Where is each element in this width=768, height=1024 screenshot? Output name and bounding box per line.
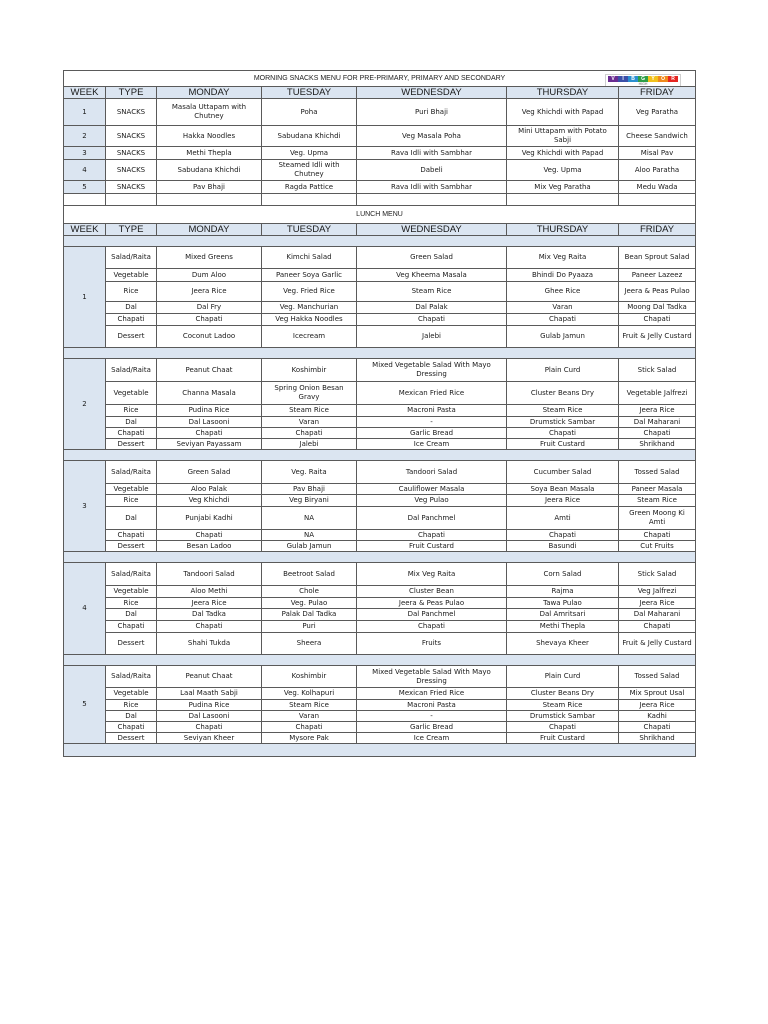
- menu-cell: Dum Aloo: [157, 269, 262, 282]
- lunch-title: LUNCH MENU: [64, 206, 696, 224]
- menu-cell: Jalebi: [357, 326, 507, 348]
- snacks-row: [64, 147, 696, 160]
- meal-type: Dal: [106, 711, 157, 722]
- menu-cell: Peanut Chaat: [157, 359, 262, 382]
- menu-cell: Stick Salad: [619, 563, 696, 586]
- lunch-row: [64, 359, 696, 382]
- menu-cell: Veg Kheema Masala: [357, 269, 507, 282]
- meal-type: Dal: [106, 417, 157, 428]
- menu-cell: Jeera Rice: [157, 282, 262, 302]
- logo-letter: O: [658, 76, 668, 82]
- menu-cell: Rava Idli with Sambhar: [357, 181, 507, 194]
- meal-type: Chapati: [106, 722, 157, 733]
- menu-cell: Cluster Bean: [357, 586, 507, 598]
- week-divider: [64, 655, 696, 666]
- menu-cell: -: [357, 711, 507, 722]
- snacks-title-text: MORNING SNACKS MENU FOR PRE-PRIMARY, PRIMARY AND SECONDARY: [253, 75, 506, 82]
- menu-cell: Jeera Rice: [619, 700, 696, 711]
- menu-cell: Chapati: [157, 314, 262, 326]
- menu-cell: Dal Fry: [157, 302, 262, 314]
- meal-type: Dal: [106, 609, 157, 621]
- menu-cell: Chapati: [619, 621, 696, 633]
- menu-sheet: [63, 70, 695, 757]
- menu-cell: Peanut Chaat: [157, 666, 262, 688]
- lunch-row: [64, 530, 696, 541]
- meal-type: Dal: [106, 507, 157, 530]
- menu-cell: Pav Bhaji: [262, 484, 357, 495]
- menu-cell: Plain Curd: [507, 359, 619, 382]
- menu-cell: Macroni Pasta: [357, 405, 507, 417]
- menu-cell: Veg Khichdi with Papad: [507, 147, 619, 160]
- menu-cell: Corn Salad: [507, 563, 619, 586]
- menu-table: [63, 70, 696, 757]
- lunch-row: [64, 609, 696, 621]
- menu-cell: Macroni Pasta: [357, 700, 507, 711]
- menu-cell: Vegetable Jalfrezi: [619, 382, 696, 405]
- menu-cell: Sheera: [262, 633, 357, 655]
- menu-cell: Veg Hakka Noodles: [262, 314, 357, 326]
- meal-type: Chapati: [106, 428, 157, 439]
- lunch-row: [64, 621, 696, 633]
- snacks-column-header: MONDAY: [157, 87, 262, 99]
- lunch-row: [64, 439, 696, 450]
- menu-cell: Jeera & Peas Pulao: [619, 282, 696, 302]
- menu-cell: Tossed Salad: [619, 461, 696, 484]
- meal-type: Rice: [106, 405, 157, 417]
- lunch-row: [64, 633, 696, 655]
- menu-cell: Bhindi Do Pyaaza: [507, 269, 619, 282]
- menu-cell: Chapati: [507, 722, 619, 733]
- menu-cell: Shevaya Kheer: [507, 633, 619, 655]
- menu-cell: Fruit Custard: [357, 541, 507, 552]
- menu-cell: Dal Lasooni: [157, 417, 262, 428]
- meal-type: Salad/Raita: [106, 247, 157, 269]
- menu-cell: Jeera Rice: [157, 598, 262, 609]
- menu-cell: Drumstick Sambar: [507, 417, 619, 428]
- menu-cell: Hakka Noodles: [157, 126, 262, 147]
- menu-cell: Green Moong Ki Amti: [619, 507, 696, 530]
- menu-cell: Puri Bhaji: [357, 99, 507, 126]
- week-divider: [64, 552, 696, 563]
- menu-cell: Mixed Greens: [157, 247, 262, 269]
- menu-cell: Chapati: [619, 428, 696, 439]
- snacks-column-header: FRIDAY: [619, 87, 696, 99]
- menu-cell: Poha: [262, 99, 357, 126]
- menu-cell: NA: [262, 507, 357, 530]
- menu-cell: Veg. Upma: [262, 147, 357, 160]
- menu-cell: Ragda Pattice: [262, 181, 357, 194]
- meal-type: Vegetable: [106, 382, 157, 405]
- menu-cell: Moong Dal Tadka: [619, 302, 696, 314]
- menu-cell: Pudina Rice: [157, 405, 262, 417]
- week-number: 4: [64, 160, 106, 181]
- lunch-column-header: WEEK: [64, 224, 106, 236]
- menu-cell: Veg Masala Poha: [357, 126, 507, 147]
- menu-cell: Shahi Tukda: [157, 633, 262, 655]
- menu-cell: Basundi: [507, 541, 619, 552]
- week-number: 1: [64, 247, 106, 348]
- menu-cell: Chapati: [507, 530, 619, 541]
- menu-cell: Steam Rice: [507, 405, 619, 417]
- lunch-row: [64, 417, 696, 428]
- week-number: 1: [64, 99, 106, 126]
- menu-cell: Steamed Idli with Chutney: [262, 160, 357, 181]
- menu-cell: Medu Wada: [619, 181, 696, 194]
- week-divider: [64, 744, 696, 757]
- lunch-row: [64, 666, 696, 688]
- meal-type: Dessert: [106, 541, 157, 552]
- menu-cell: Pav Bhaji: [157, 181, 262, 194]
- snacks-row: [64, 160, 696, 181]
- menu-cell: Dal Palak: [357, 302, 507, 314]
- menu-cell: Mixed Vegetable Salad With Mayo Dressing: [357, 359, 507, 382]
- menu-cell: Tandoori Salad: [157, 563, 262, 586]
- week-number: 5: [64, 181, 106, 194]
- menu-cell: Chapati: [357, 314, 507, 326]
- blank-cell: [262, 194, 357, 206]
- menu-cell: Channa Masala: [157, 382, 262, 405]
- menu-cell: Dal Amritsari: [507, 609, 619, 621]
- lunch-row: [64, 247, 696, 269]
- menu-cell: Jeera & Peas Pulao: [357, 598, 507, 609]
- snacks-column-header: TUESDAY: [262, 87, 357, 99]
- menu-cell: Bean Sprout Salad: [619, 247, 696, 269]
- menu-cell: Cluster Beans Dry: [507, 688, 619, 700]
- menu-cell: Rava Idli with Sambhar: [357, 147, 507, 160]
- menu-cell: Aloo Palak: [157, 484, 262, 495]
- menu-cell: Ice Cream: [357, 439, 507, 450]
- menu-cell: Fruit & Jelly Custard: [619, 633, 696, 655]
- menu-cell: Koshimbir: [262, 359, 357, 382]
- lunch-row: [64, 700, 696, 711]
- menu-cell: Rajma: [507, 586, 619, 598]
- menu-cell: Chapati: [262, 722, 357, 733]
- blank-cell: [106, 194, 157, 206]
- meal-type: Rice: [106, 700, 157, 711]
- blank-cell: [157, 194, 262, 206]
- snacks-title: [64, 71, 696, 87]
- menu-cell: Chapati: [507, 428, 619, 439]
- logo-letter: B: [628, 76, 638, 82]
- meal-type: Chapati: [106, 621, 157, 633]
- lunch-column-header: FRIDAY: [619, 224, 696, 236]
- week-number: 5: [64, 666, 106, 744]
- menu-cell: Mix Veg Raita: [507, 247, 619, 269]
- logo-letter: R: [668, 76, 678, 82]
- snacks-column-header: TYPE: [106, 87, 157, 99]
- menu-cell: Shrikhand: [619, 733, 696, 744]
- menu-cell: Veg Pulao: [357, 495, 507, 507]
- menu-cell: Chapati: [357, 621, 507, 633]
- menu-cell: Veg. Raita: [262, 461, 357, 484]
- menu-cell: Chapati: [619, 314, 696, 326]
- menu-cell: Chapati: [157, 621, 262, 633]
- meal-type: Dal: [106, 302, 157, 314]
- blank-cell: [64, 194, 106, 206]
- meal-type: Rice: [106, 495, 157, 507]
- menu-cell: Mexican Fried Rice: [357, 688, 507, 700]
- menu-cell: Soya Bean Masala: [507, 484, 619, 495]
- lunch-column-header: MONDAY: [157, 224, 262, 236]
- menu-cell: Dal Panchmel: [357, 609, 507, 621]
- lunch-row: [64, 282, 696, 302]
- lunch-row: [64, 688, 696, 700]
- menu-cell: Beetroot Salad: [262, 563, 357, 586]
- menu-cell: Gulab Jamun: [507, 326, 619, 348]
- lunch-row: [64, 563, 696, 586]
- menu-cell: Spring Onion Besan Gravy: [262, 382, 357, 405]
- meal-type: Dessert: [106, 439, 157, 450]
- snacks-row: [64, 126, 696, 147]
- menu-cell: Jeera Rice: [507, 495, 619, 507]
- menu-cell: Ice Cream: [357, 733, 507, 744]
- logo-letter: I: [618, 76, 628, 82]
- menu-cell: Green Salad: [357, 247, 507, 269]
- menu-cell: Gulab Jamun: [262, 541, 357, 552]
- lunch-column-header: WEDNESDAY: [357, 224, 507, 236]
- menu-cell: Drumstick Sambar: [507, 711, 619, 722]
- menu-cell: Chole: [262, 586, 357, 598]
- menu-cell: Chapati: [262, 428, 357, 439]
- menu-cell: Sabudana Khichdi: [262, 126, 357, 147]
- meal-type: SNACKS: [106, 160, 157, 181]
- menu-cell: Icecream: [262, 326, 357, 348]
- menu-cell: Kadhi: [619, 711, 696, 722]
- menu-cell: Puri: [262, 621, 357, 633]
- menu-cell: Steam Rice: [507, 700, 619, 711]
- menu-cell: Steam Rice: [262, 405, 357, 417]
- menu-cell: Jeera Rice: [619, 598, 696, 609]
- menu-cell: Methi Thepla: [507, 621, 619, 633]
- week-divider: [64, 348, 696, 359]
- menu-cell: Mix Veg Raita: [357, 563, 507, 586]
- menu-cell: Kimchi Salad: [262, 247, 357, 269]
- menu-cell: Chapati: [357, 530, 507, 541]
- meal-type: Dessert: [106, 733, 157, 744]
- menu-cell: Veg. Manchurian: [262, 302, 357, 314]
- week-number: 2: [64, 126, 106, 147]
- lunch-row: [64, 405, 696, 417]
- lunch-row: [64, 484, 696, 495]
- meal-type: Chapati: [106, 530, 157, 541]
- logo-letter: V: [608, 76, 618, 82]
- menu-cell: Mysore Pak: [262, 733, 357, 744]
- lunch-row: [64, 461, 696, 484]
- blank-cell: [507, 194, 619, 206]
- meal-type: Vegetable: [106, 484, 157, 495]
- menu-cell: Varan: [262, 711, 357, 722]
- menu-cell: Cauliflower Masala: [357, 484, 507, 495]
- lunch-row: [64, 495, 696, 507]
- menu-cell: Paneer Masala: [619, 484, 696, 495]
- meal-type: SNACKS: [106, 181, 157, 194]
- menu-cell: Mexican Fried Rice: [357, 382, 507, 405]
- menu-cell: Jeera Rice: [619, 405, 696, 417]
- lunch-row: [64, 269, 696, 282]
- menu-cell: Shrikhand: [619, 439, 696, 450]
- menu-cell: Paneer Lazeez: [619, 269, 696, 282]
- week-number: 3: [64, 147, 106, 160]
- menu-cell: Tandoori Salad: [357, 461, 507, 484]
- menu-cell: Koshimbir: [262, 666, 357, 688]
- menu-cell: Steam Rice: [357, 282, 507, 302]
- menu-cell: Dal Maharani: [619, 609, 696, 621]
- week-divider: [64, 236, 696, 247]
- snacks-column-header: THURSDAY: [507, 87, 619, 99]
- lunch-row: [64, 428, 696, 439]
- meal-type: Salad/Raita: [106, 359, 157, 382]
- menu-cell: -: [357, 417, 507, 428]
- meal-type: Dessert: [106, 326, 157, 348]
- menu-cell: Chapati: [157, 530, 262, 541]
- meal-type: SNACKS: [106, 99, 157, 126]
- menu-cell: Veg Khichdi with Papad: [507, 99, 619, 126]
- menu-cell: Pudina Rice: [157, 700, 262, 711]
- lunch-column-header: TUESDAY: [262, 224, 357, 236]
- lunch-column-header: TYPE: [106, 224, 157, 236]
- lunch-row: [64, 598, 696, 609]
- menu-cell: Fruits: [357, 633, 507, 655]
- lunch-row: [64, 507, 696, 530]
- menu-cell: Tawa Pulao: [507, 598, 619, 609]
- logo-letter: Y: [648, 76, 658, 82]
- menu-cell: Steam Rice: [262, 700, 357, 711]
- menu-cell: Stick Salad: [619, 359, 696, 382]
- meal-type: Vegetable: [106, 269, 157, 282]
- meal-type: Vegetable: [106, 688, 157, 700]
- snacks-column-header: WEEK: [64, 87, 106, 99]
- menu-cell: Cut Fruits: [619, 541, 696, 552]
- menu-cell: Cucumber Salad: [507, 461, 619, 484]
- menu-cell: Varan: [507, 302, 619, 314]
- menu-cell: Fruit Custard: [507, 733, 619, 744]
- menu-cell: Veg Paratha: [619, 99, 696, 126]
- lunch-row: [64, 314, 696, 326]
- menu-cell: Jalebi: [262, 439, 357, 450]
- menu-cell: Ghee Rice: [507, 282, 619, 302]
- week-number: 2: [64, 359, 106, 450]
- meal-type: SNACKS: [106, 147, 157, 160]
- lunch-row: [64, 586, 696, 598]
- menu-cell: Tossed Salad: [619, 666, 696, 688]
- menu-cell: Plain Curd: [507, 666, 619, 688]
- menu-cell: Chapati: [619, 722, 696, 733]
- blank-cell: [619, 194, 696, 206]
- menu-cell: Veg. Upma: [507, 160, 619, 181]
- menu-cell: Dal Maharani: [619, 417, 696, 428]
- meal-type: Rice: [106, 282, 157, 302]
- menu-cell: Veg. Fried Rice: [262, 282, 357, 302]
- lunch-row: [64, 711, 696, 722]
- menu-cell: Chapati: [157, 428, 262, 439]
- menu-cell: Veg Jalfrezi: [619, 586, 696, 598]
- menu-cell: Veg. Pulao: [262, 598, 357, 609]
- menu-cell: Varan: [262, 417, 357, 428]
- lunch-row: [64, 302, 696, 314]
- menu-cell: Seviyan Kheer: [157, 733, 262, 744]
- lunch-row: [64, 733, 696, 744]
- menu-cell: Mix Veg Paratha: [507, 181, 619, 194]
- menu-cell: Dal Panchmel: [357, 507, 507, 530]
- menu-cell: Seviyan Payassam: [157, 439, 262, 450]
- menu-cell: Fruit Custard: [507, 439, 619, 450]
- menu-cell: Veg. Kolhapuri: [262, 688, 357, 700]
- week-divider: [64, 450, 696, 461]
- menu-cell: Fruit & Jelly Custard: [619, 326, 696, 348]
- menu-cell: Masala Uttapam with Chutney: [157, 99, 262, 126]
- logo-letter: G: [638, 76, 648, 82]
- blank-cell: [357, 194, 507, 206]
- menu-cell: Veg Biryani: [262, 495, 357, 507]
- menu-cell: Laal Maath Sabji: [157, 688, 262, 700]
- meal-type: Rice: [106, 598, 157, 609]
- snacks-row: [64, 99, 696, 126]
- menu-cell: Besan Ladoo: [157, 541, 262, 552]
- menu-cell: Chapati: [619, 530, 696, 541]
- week-number: 4: [64, 563, 106, 655]
- menu-cell: Misal Pav: [619, 147, 696, 160]
- menu-cell: Palak Dal Tadka: [262, 609, 357, 621]
- vibgyor-logo: [605, 74, 681, 87]
- menu-cell: Green Salad: [157, 461, 262, 484]
- menu-cell: Paneer Soya Garlic: [262, 269, 357, 282]
- menu-cell: Amti: [507, 507, 619, 530]
- menu-cell: Chapati: [507, 314, 619, 326]
- menu-cell: Cheese Sandwich: [619, 126, 696, 147]
- lunch-row: [64, 382, 696, 405]
- lunch-row: [64, 326, 696, 348]
- menu-cell: Dal Lasooni: [157, 711, 262, 722]
- menu-cell: Methi Thepla: [157, 147, 262, 160]
- menu-cell: Chapati: [157, 722, 262, 733]
- meal-type: SNACKS: [106, 126, 157, 147]
- snacks-row: [64, 181, 696, 194]
- menu-cell: Aloo Methi: [157, 586, 262, 598]
- menu-cell: Dabeli: [357, 160, 507, 181]
- week-number: 3: [64, 461, 106, 552]
- lunch-row: [64, 541, 696, 552]
- meal-type: Salad/Raita: [106, 563, 157, 586]
- menu-cell: Dal Tadka: [157, 609, 262, 621]
- menu-cell: Coconut Ladoo: [157, 326, 262, 348]
- menu-cell: Garlic Bread: [357, 428, 507, 439]
- menu-cell: Mini Uttapam with Potato Sabji: [507, 126, 619, 147]
- menu-cell: Cluster Beans Dry: [507, 382, 619, 405]
- lunch-column-header: THURSDAY: [507, 224, 619, 236]
- lunch-row: [64, 722, 696, 733]
- menu-cell: Garlic Bread: [357, 722, 507, 733]
- meal-type: Salad/Raita: [106, 461, 157, 484]
- menu-cell: Veg Khichdi: [157, 495, 262, 507]
- menu-cell: Punjabi Kadhi: [157, 507, 262, 530]
- menu-cell: Mixed Vegetable Salad With Mayo Dressing: [357, 666, 507, 688]
- menu-cell: Aloo Paratha: [619, 160, 696, 181]
- meal-type: Vegetable: [106, 586, 157, 598]
- meal-type: Dessert: [106, 633, 157, 655]
- snacks-column-header: WEDNESDAY: [357, 87, 507, 99]
- menu-cell: Mix Sprout Usal: [619, 688, 696, 700]
- meal-type: Chapati: [106, 314, 157, 326]
- menu-cell: NA: [262, 530, 357, 541]
- menu-cell: Steam Rice: [619, 495, 696, 507]
- logo-subtitle: HIGH: [638, 82, 648, 86]
- meal-type: Salad/Raita: [106, 666, 157, 688]
- menu-cell: Sabudana Khichdi: [157, 160, 262, 181]
